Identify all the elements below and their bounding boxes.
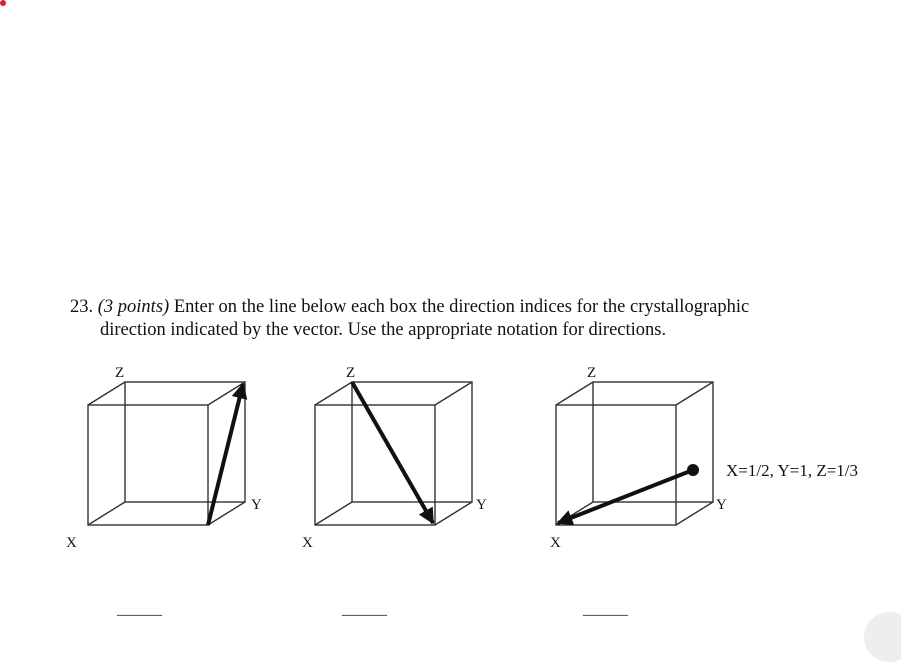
corner-floating-button[interactable]	[864, 612, 901, 662]
cube-1	[88, 382, 245, 525]
vector-1	[208, 384, 243, 525]
cube-3	[556, 382, 713, 525]
cube-3-y-label: Y	[716, 497, 727, 513]
cube-3-point-label: X=1/2, Y=1, Z=1/3	[726, 461, 859, 480]
cube-2-y-label: Y	[476, 497, 487, 513]
cube-3-answer-line[interactable]: ______	[583, 602, 628, 618]
cube-2-answer-line[interactable]: ______	[342, 602, 387, 618]
cube-1-answer-line[interactable]: ______	[117, 602, 162, 618]
cube-3-z-label: Z	[587, 365, 597, 381]
question-points: (3 points)	[97, 297, 170, 317]
cube-3-x-label: X	[550, 535, 561, 551]
cube-1-y-label: Y	[251, 497, 262, 513]
cube-1-x-label: X	[66, 535, 77, 551]
question-line-1: Enter on the line below each box the direction indices for the crystallographic	[173, 297, 750, 317]
question-line-2: direction indicated by the vector. Use the appropriate notation for directions.	[100, 320, 667, 340]
cube-2-x-label: X	[302, 535, 313, 551]
vector-3-start-point	[687, 464, 699, 476]
cube-1-z-label: Z	[115, 365, 125, 381]
vector-3	[558, 470, 693, 523]
question-number: 23.	[70, 297, 94, 317]
cube-2-z-label: Z	[346, 365, 356, 381]
